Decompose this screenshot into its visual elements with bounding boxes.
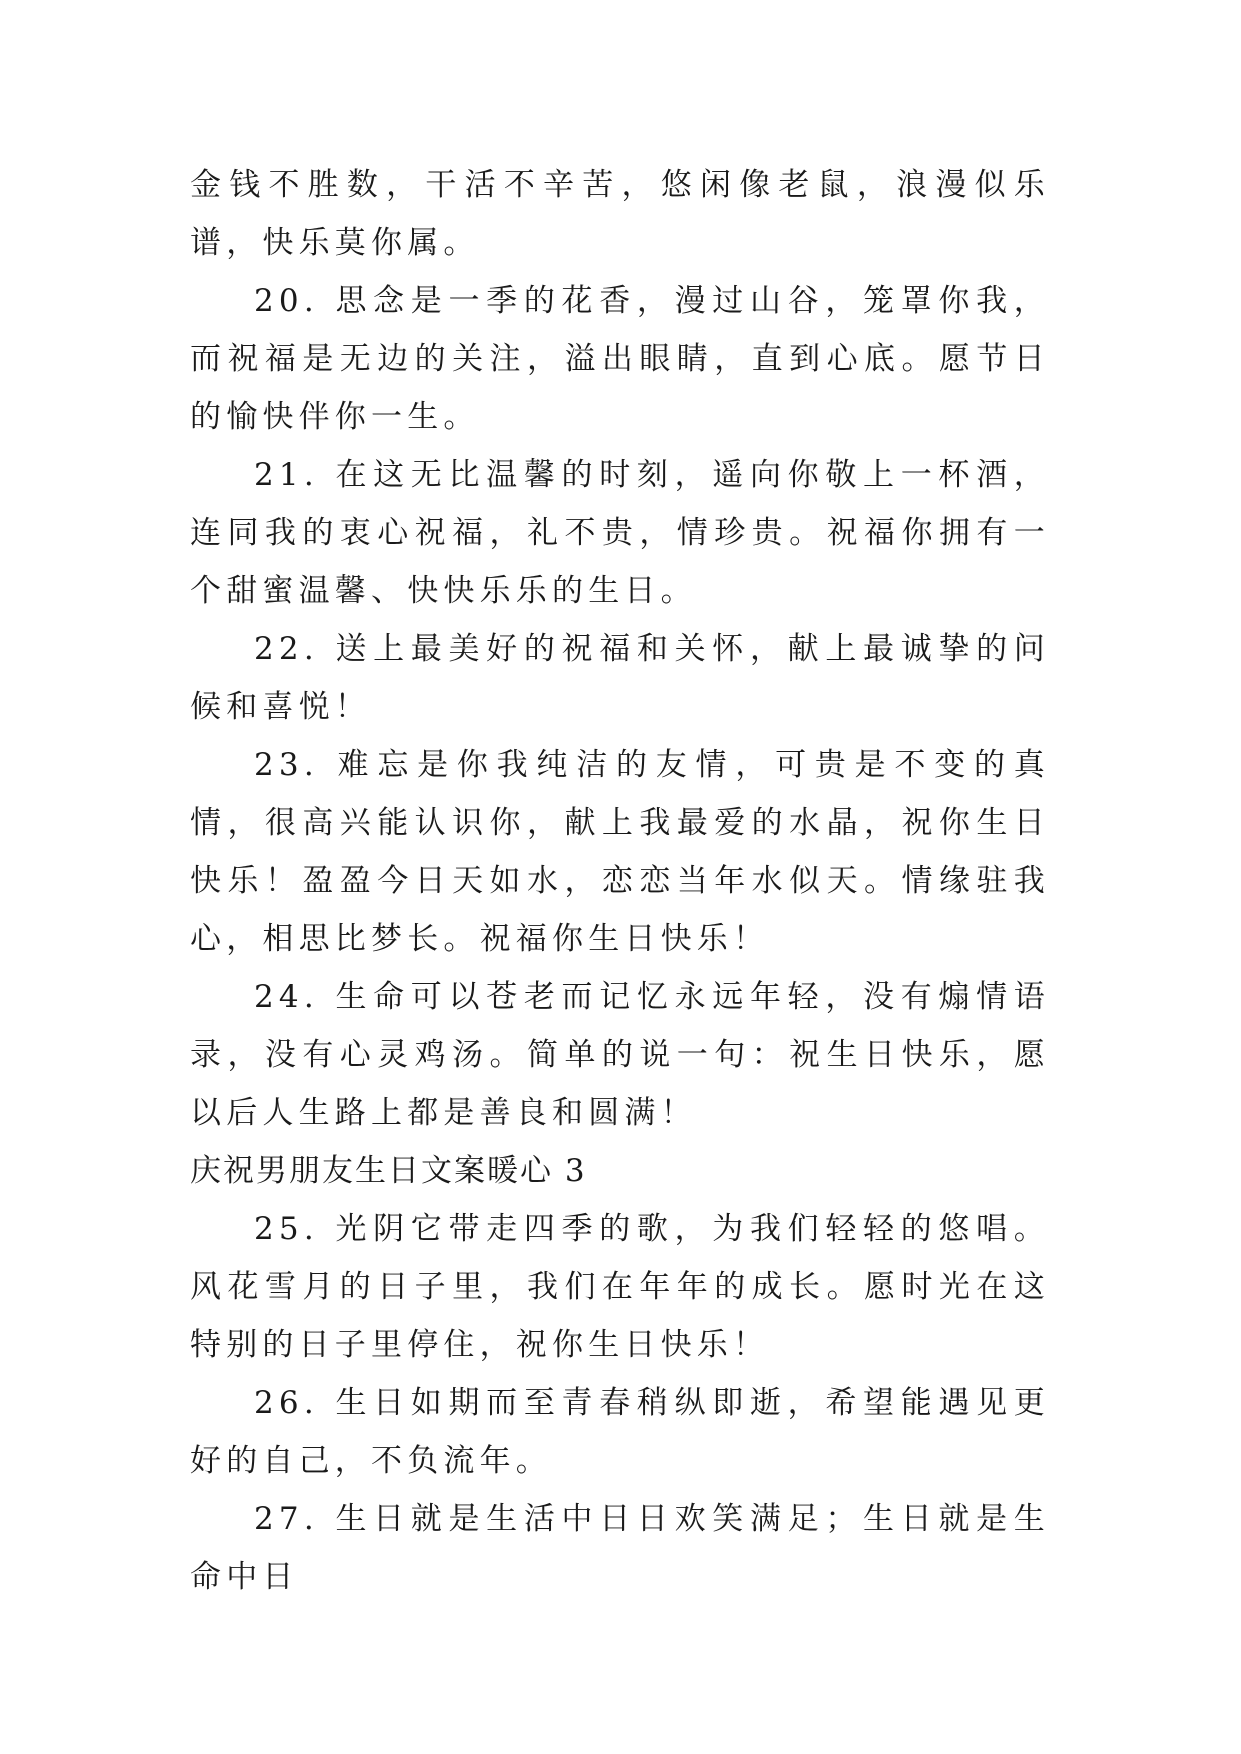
paragraph-22: 22. 送上最美好的祝福和关怀，献上最诚挚的问候和喜悦！ [190, 631, 1050, 725]
paragraph-20: 20. 思念是一季的花香，漫过山谷，笼罩你我，而祝福是无边的关注，溢出眼睛，直到心底。愿节日的愉快伴你一生。 [190, 283, 1050, 435]
paragraph-27: 27. 生日就是生活中日日欢笑满足；生日就是生命中日 [190, 1501, 1050, 1595]
paragraph-21: 21. 在这无比温馨的时刻，遥向你敬上一杯酒，连同我的衷心祝福，礼不贵，情珍贵。祝福你拥有一个甜蜜温馨、快快乐乐的生日。 [190, 457, 1050, 609]
document-page [190, 156, 1050, 1606]
paragraph-24: 24. 生命可以苍老而记忆永远年轻，没有煽情语录，没有心灵鸡汤。简单的说一句：祝生日快乐，愿以后人生路上都是善良和圆满！ [190, 979, 1050, 1131]
paragraph-25: 25. 光阴它带走四季的歌，为我们轻轻的悠唱。风花雪月的日子里，我们在年年的成长。愿时光在这特别的日子里停住，祝你生日快乐！ [190, 1211, 1050, 1363]
paragraph-continued: 金钱不胜数，干活不辛苦，悠闲像老鼠，浪漫似乐谱，快乐莫你属。 [190, 167, 1050, 261]
paragraph-26: 26. 生日如期而至青春稍纵即逝，希望能遇见更好的自己，不负流年。 [190, 1385, 1050, 1479]
section-heading: 庆祝男朋友生日文案暖心 3 [190, 1153, 587, 1189]
paragraph-23: 23. 难忘是你我纯洁的友情，可贵是不变的真情，很高兴能认识你，献上我最爱的水晶，祝你生日快乐！盈盈今日天如水，恋恋当年水似天。情缘驻我心，相思比梦长。祝福你生日快乐！ [190, 747, 1050, 957]
